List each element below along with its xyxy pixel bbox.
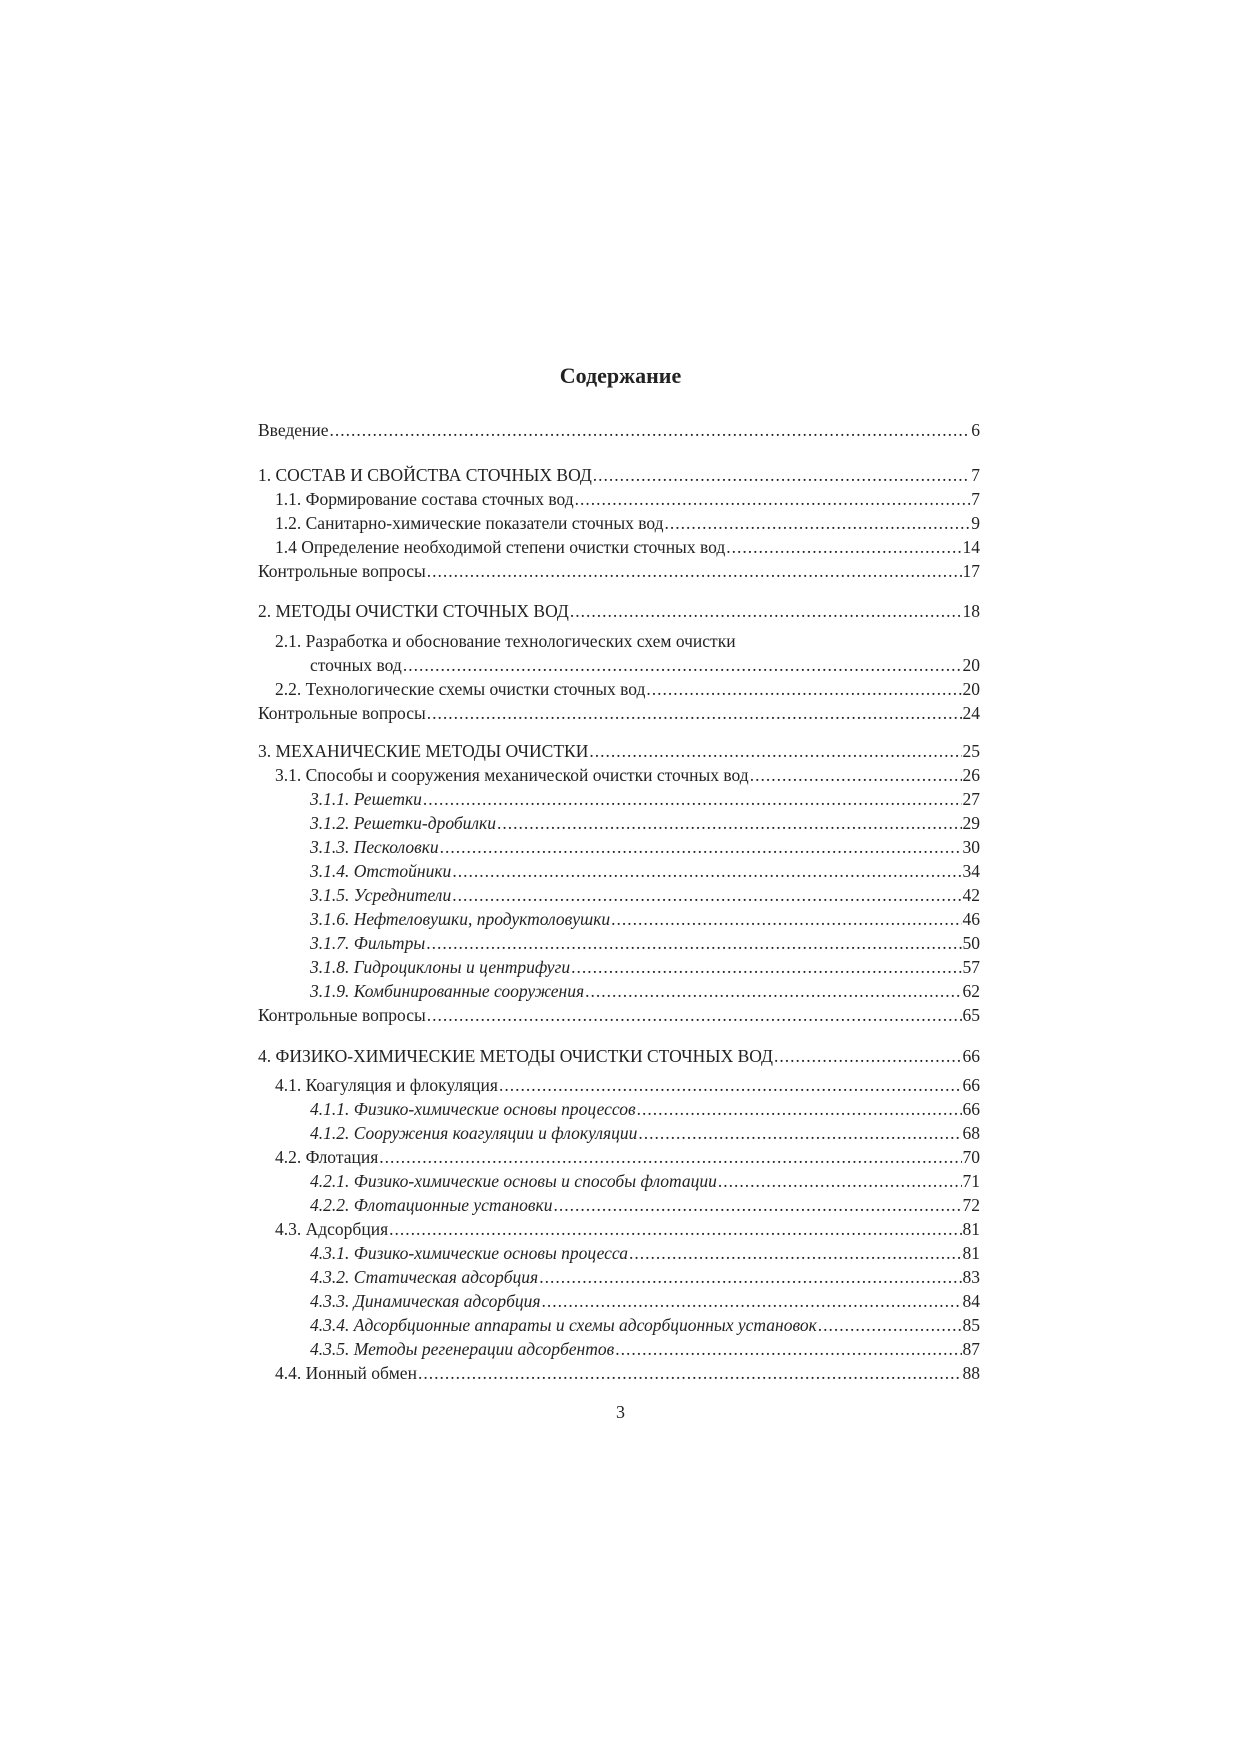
toc-entry-3-1-4[interactable] [310, 859, 980, 883]
toc-entry-label: Контрольные вопросы [258, 1005, 426, 1025]
toc-entry-page: 72 [962, 1195, 980, 1215]
toc-entry-3-1-3[interactable] [310, 835, 980, 859]
toc-entry-page: 57 [962, 957, 980, 977]
dot-leader [750, 763, 962, 787]
toc-entry-page: 30 [962, 837, 980, 857]
toc-entry-introduction[interactable] [258, 418, 980, 442]
table-of-contents [258, 0, 980, 1755]
dot-leader [611, 907, 961, 931]
toc-entry-page: 85 [962, 1315, 980, 1335]
dot-leader [726, 535, 961, 559]
toc-entry-label: 4.3.4. Адсорбционные аппараты и схемы адсорбционных установок [310, 1315, 817, 1335]
toc-entry-3-1-6[interactable] [310, 907, 980, 931]
dot-leader [629, 1241, 962, 1265]
toc-entry-4-3-3[interactable] [310, 1289, 980, 1313]
toc-entry-3-1-9[interactable] [310, 979, 980, 1003]
toc-entry-label: 2.2. Технологические схемы очистки сточных вод [275, 679, 646, 699]
toc-entry-4-3-2[interactable] [310, 1265, 980, 1289]
page-title: Содержание [559, 363, 682, 388]
toc-entry-4-2[interactable] [275, 1145, 980, 1169]
dot-leader [718, 1169, 962, 1193]
toc-entry-label: 4.2.2. Флотационные установки [310, 1195, 553, 1215]
dot-leader [593, 463, 970, 487]
toc-entry-label: 3.1.1. Решетки [310, 789, 422, 809]
dot-leader [818, 1313, 962, 1337]
toc-entry-page: 9 [971, 513, 980, 533]
dot-leader [542, 1289, 962, 1313]
dot-leader [615, 1337, 961, 1361]
toc-entry-page: 66 [962, 1046, 980, 1066]
dot-leader [638, 1121, 961, 1145]
toc-entry-page: 26 [962, 765, 980, 785]
toc-entry-chapter-2[interactable] [258, 599, 980, 623]
toc-entry-label: 3.1.7. Фильтры [310, 933, 426, 953]
dot-leader [423, 787, 962, 811]
toc-entry-page: 66 [962, 1075, 980, 1095]
toc-entry-page: 68 [962, 1123, 980, 1143]
toc-entry-label: 4.1.1. Физико-химические основы процессов [310, 1099, 636, 1119]
toc-entry-4-3-1[interactable] [310, 1241, 980, 1265]
dot-leader [427, 559, 962, 583]
toc-entry-page: 50 [962, 933, 980, 953]
toc-entry-4-2-1[interactable] [310, 1169, 980, 1193]
toc-entry-3-1-5[interactable] [310, 883, 980, 907]
toc-entry-label: 3.1.2. Решетки-дробилки [310, 813, 496, 833]
toc-entry-3-1-2[interactable] [310, 811, 980, 835]
dot-leader [427, 701, 962, 725]
toc-entry-4-4[interactable] [275, 1361, 980, 1385]
dot-leader [379, 1145, 961, 1169]
toc-entry-label: 4.2. Флотация [275, 1147, 379, 1167]
toc-entry-label: сточных вод [310, 655, 402, 675]
toc-entry-label: 1. СОСТАВ И СВОЙСТВА СТОЧНЫХ ВОД [258, 465, 592, 485]
toc-entry-page: 88 [962, 1363, 980, 1383]
toc-entry-label: 4.1.2. Сооружения коагуляции и флокуляции [310, 1123, 638, 1143]
toc-entry-page: 83 [962, 1267, 980, 1287]
dot-leader [452, 883, 961, 907]
toc-entry-page: 46 [962, 909, 980, 929]
dot-leader [553, 1193, 961, 1217]
toc-entry-page: 70 [962, 1147, 980, 1167]
toc-entry-page: 7 [971, 465, 980, 485]
toc-entry-4-3-4[interactable] [310, 1313, 980, 1337]
toc-entry-page: 14 [962, 537, 980, 557]
toc-entry-4-2-2[interactable] [310, 1193, 980, 1217]
dot-leader [497, 811, 962, 835]
toc-entry-1-4[interactable] [275, 535, 980, 559]
toc-entry-page: 65 [962, 1005, 980, 1025]
dot-leader [440, 835, 962, 859]
dot-leader [539, 1265, 961, 1289]
toc-entry-page: 81 [962, 1243, 980, 1263]
toc-entry-4-3-5[interactable] [310, 1337, 980, 1361]
toc-entry-label: 4.3.5. Методы регенерации адсорбентов [310, 1339, 615, 1359]
dot-leader [452, 859, 961, 883]
toc-entry-page: 87 [962, 1339, 980, 1359]
dot-leader [426, 931, 961, 955]
toc-entry-label: 2. МЕТОДЫ ОЧИСТКИ СТОЧНЫХ ВОД [258, 601, 569, 621]
dot-leader [646, 677, 961, 701]
dot-leader [389, 1217, 961, 1241]
toc-entry-page: 27 [962, 789, 980, 809]
toc-entry-4-3[interactable] [275, 1217, 980, 1241]
toc-entry-chapter-1[interactable] [258, 463, 980, 487]
dot-leader [418, 1361, 962, 1385]
dot-leader [637, 1097, 962, 1121]
toc-entry-label: 4.3.1. Физико-химические основы процесса [310, 1243, 628, 1263]
toc-entry-label: 4. ФИЗИКО-ХИМИЧЕСКИЕ МЕТОДЫ ОЧИСТКИ СТОЧНЫХ ВОД [258, 1046, 773, 1066]
toc-entry-label: 3.1. Способы и сооружения механической очистки сточных вод [275, 765, 749, 785]
toc-entry-page: 24 [962, 703, 980, 723]
toc-entry-page: 7 [971, 489, 980, 509]
toc-entry-page: 20 [962, 679, 980, 699]
toc-entry-label: Введение [258, 420, 329, 440]
toc-entry-3-1-7[interactable] [310, 931, 980, 955]
toc-entry-page: 84 [962, 1291, 980, 1311]
toc-entry-label: 1.4 Определение необходимой степени очистки сточных вод [275, 537, 726, 557]
dot-leader [570, 599, 962, 623]
toc-entry-2-2[interactable] [275, 677, 980, 701]
toc-entry-4-1-1[interactable] [310, 1097, 980, 1121]
toc-entry-page: 6 [971, 420, 980, 440]
toc-entry-label: 4.3.2. Статическая адсорбция [310, 1267, 539, 1287]
dot-leader [774, 1044, 962, 1068]
dot-leader [571, 955, 961, 979]
toc-entry-1-1[interactable] [275, 487, 980, 511]
toc-entry-3-1-8[interactable] [310, 955, 980, 979]
toc-entry-page: 18 [962, 601, 980, 621]
toc-entry-label: 1.2. Санитарно-химические показатели сточных вод [275, 513, 664, 533]
toc-entry-label: 3.1.5. Усреднители [310, 885, 452, 905]
dot-leader [403, 653, 962, 677]
toc-entry-page: 29 [962, 813, 980, 833]
toc-entry-page: 71 [962, 1171, 980, 1191]
toc-entry-label: 4.2.1. Физико-химические основы и способы флотации [310, 1171, 717, 1191]
toc-entry-label: Контрольные вопросы [258, 703, 426, 723]
toc-entry-2-1-line2[interactable] [310, 653, 980, 677]
toc-entry-review-questions-2[interactable] [258, 701, 980, 725]
toc-entry-label: 3.1.9. Комбинированные сооружения [310, 981, 585, 1001]
toc-entry-page: 20 [962, 655, 980, 675]
toc-entry-page: 66 [962, 1099, 980, 1119]
toc-entry-page: 34 [962, 861, 980, 881]
toc-entry-chapter-4[interactable] [258, 1044, 980, 1068]
toc-entry-page: 17 [962, 561, 980, 581]
toc-entry-label: 4.3. Адсорбция [275, 1219, 389, 1239]
toc-entry-1-2[interactable] [275, 511, 980, 535]
toc-entry-3-1-1[interactable] [310, 787, 980, 811]
dot-leader [575, 487, 971, 511]
toc-entry-chapter-3[interactable] [258, 739, 980, 763]
toc-entry-3-1[interactable] [275, 763, 980, 787]
toc-entry-page: 81 [962, 1219, 980, 1239]
dot-leader [585, 979, 961, 1003]
toc-entry-label: 3.1.4. Отстойники [310, 861, 452, 881]
toc-entry-review-questions-3[interactable] [258, 1003, 980, 1027]
toc-entry-label: Контрольные вопросы [258, 561, 426, 581]
toc-entry-page: 25 [962, 741, 980, 761]
toc-entry-4-1[interactable] [275, 1073, 980, 1097]
dot-leader [330, 418, 971, 442]
toc-entry-label: 3. МЕХАНИЧЕСКИЕ МЕТОДЫ ОЧИСТКИ [258, 741, 589, 761]
toc-entry-page: 42 [962, 885, 980, 905]
dot-leader [427, 1003, 962, 1027]
toc-entry-label: 1.1. Формирование состава сточных вод [275, 489, 574, 509]
toc-entry-label: 3.1.3. Песколовки [310, 837, 439, 857]
toc-entry-label: 4.4. Ионный обмен [275, 1363, 417, 1383]
toc-entry-page: 62 [962, 981, 980, 1001]
toc-entry-label: 3.1.6. Нефтеловушки, продуктоловушки [310, 909, 611, 929]
toc-entry-label: 3.1.8. Гидроциклоны и центрифуги [310, 957, 571, 977]
toc-entry-2-1-line1[interactable]: 2.1. Разработка и обоснование технологических схем очистки [275, 631, 736, 651]
toc-entry-review-questions-1[interactable] [258, 559, 980, 583]
page-number: 3 [616, 1402, 625, 1422]
dot-leader [499, 1073, 962, 1097]
dot-leader [665, 511, 971, 535]
dot-leader [589, 739, 961, 763]
toc-entry-label: 4.3.3. Динамическая адсорбция [310, 1291, 541, 1311]
toc-entry-label: 4.1. Коагуляция и флокуляция [275, 1075, 498, 1095]
toc-entry-4-1-2[interactable] [310, 1121, 980, 1145]
